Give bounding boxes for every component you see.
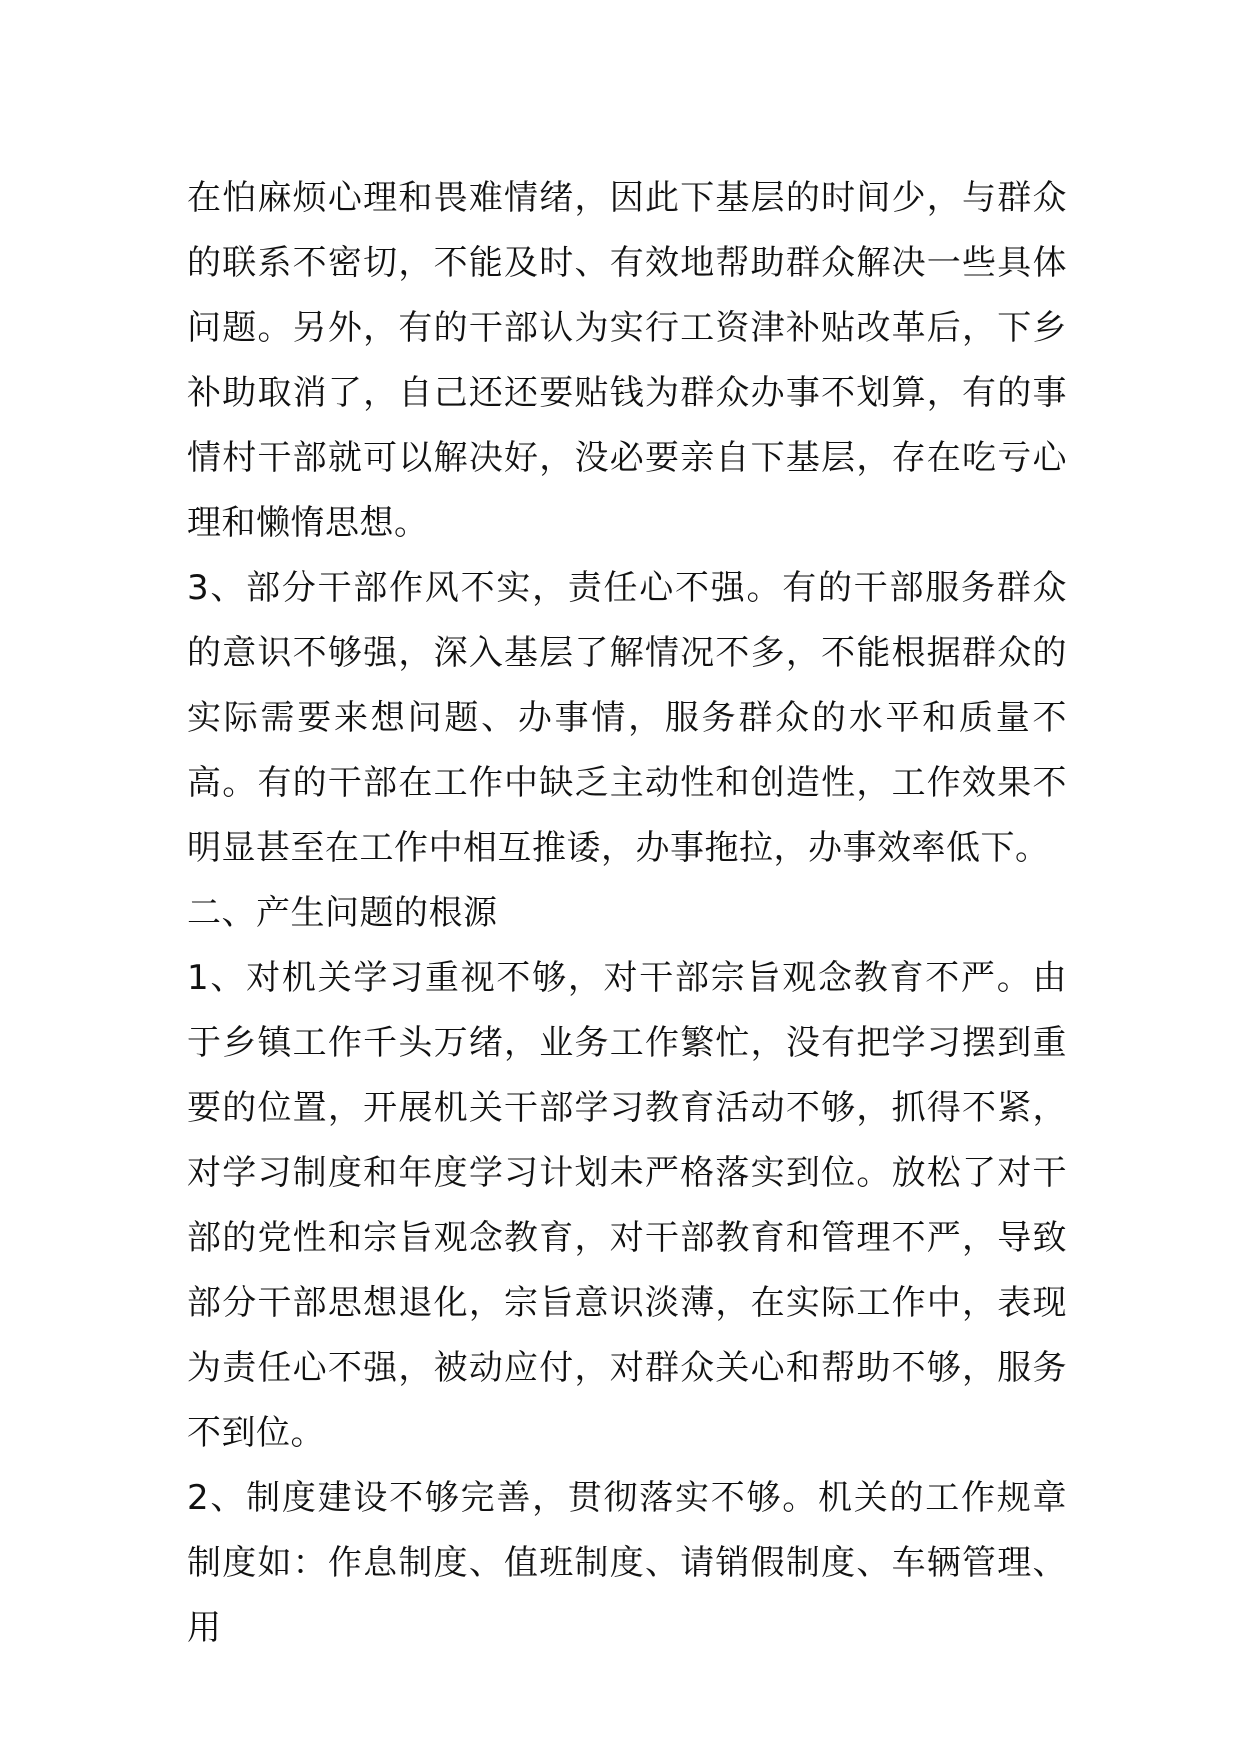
paragraph-item-3: 3、部分干部作风不实，责任心不强。有的干部服务群众的意识不够强，深入基层了解情况不多，不能根据群众的实际需要来想问题、办事情，服务群众的水平和质量不高。有的干部在工作中缺乏主动性和创造性，工作效果不明显甚至在工作中相互推诿，办事拖拉，办事效率低下。 xyxy=(187,568,1067,868)
document-body xyxy=(187,166,1067,1661)
paragraph-item-2: 2、制度建设不够完善，贯彻落实不够。机关的工作规章制度如：作息制度、值班制度、请销假制度、车辆管理、用 xyxy=(187,1478,1067,1648)
section-heading: 二、产生问题的根源 xyxy=(187,893,498,933)
paragraph-continuation: 在怕麻烦心理和畏难情绪，因此下基层的时间少，与群众的联系不密切，不能及时、有效地帮助群众解决一些具体问题。另外，有的干部认为实行工资津补贴改革后，下乡补助取消了，自己还还要贴钱为群众办事不划算，有的事情村干部就可以解决好，没必要亲自下基层，存在吃亏心理和懒惰思想。 xyxy=(187,178,1067,543)
paragraph-item-1: 1、对机关学习重视不够，对干部宗旨观念教育不严。由于乡镇工作千头万绪，业务工作繁忙，没有把学习摆到重要的位置，开展机关干部学习教育活动不够，抓得不紧，对学习制度和年度学习计划未严格落实到位。放松了对干部的党性和宗旨观念教育，对干部教育和管理不严，导致部分干部思想退化，宗旨意识淡薄，在实际工作中，表现为责任心不强，被动应付，对群众关心和帮助不够，服务不到位。 xyxy=(187,958,1067,1453)
